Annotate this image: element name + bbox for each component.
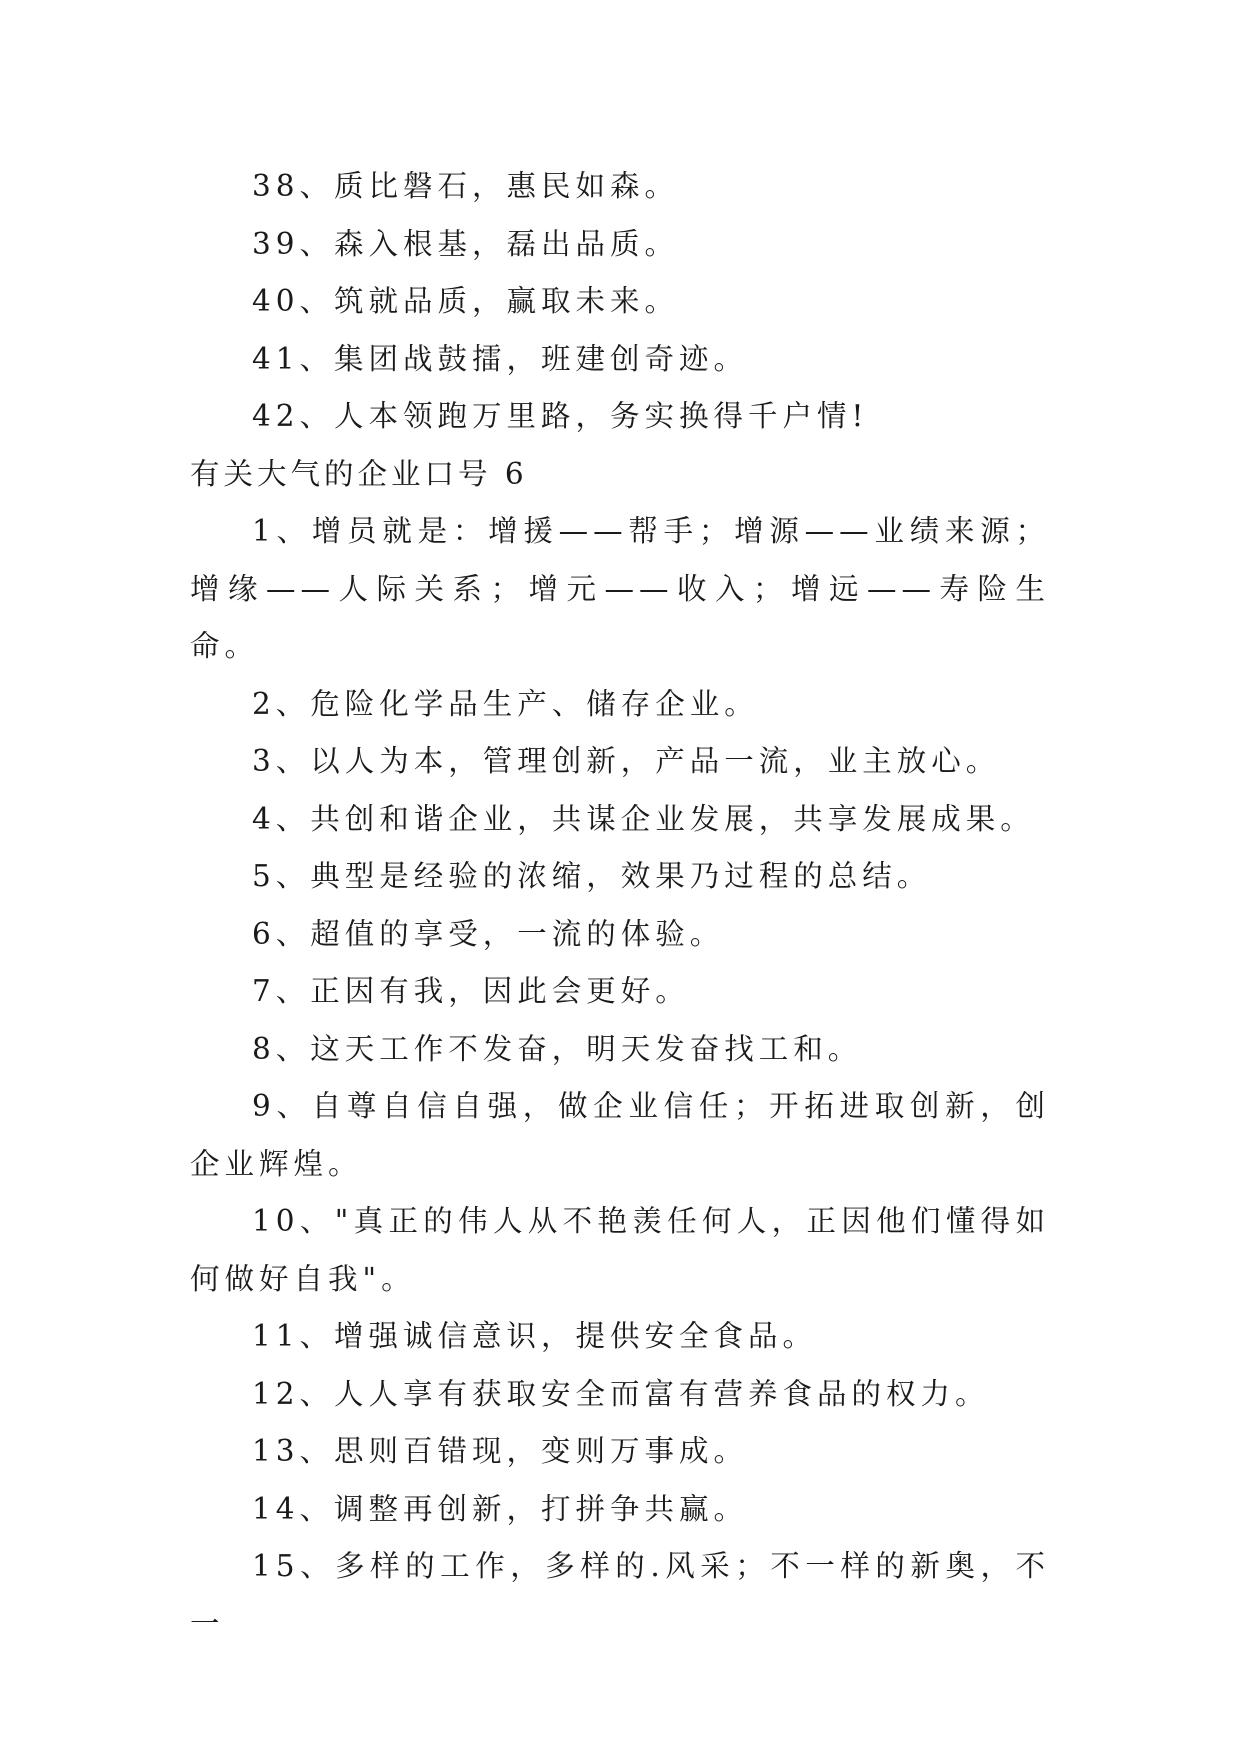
list-item: 15、多样的工作，多样的.风采；不一样的新奥，不一 bbox=[190, 1549, 1050, 1641]
document-body bbox=[190, 158, 1050, 1653]
list-item: 7、正因有我，因此会更好。 bbox=[252, 974, 690, 1008]
list-item: 10、"真正的伟人从不艳羡任何人，正因他们懂得如何做好自我"。 bbox=[190, 1204, 1050, 1296]
list-item: 38、质比磐石，惠民如森。 bbox=[252, 169, 680, 203]
list-item: 6、超值的享受，一流的体验。 bbox=[252, 916, 725, 951]
section-title: 有关大气的企业口号 6 bbox=[190, 456, 528, 491]
list-item: 4、共创和谐企业，共谋企业发展，共享发展成果。 bbox=[252, 801, 1035, 836]
list-item: 13、思则百错现，变则万事成。 bbox=[252, 1434, 749, 1468]
list-item: 41、集团战鼓擂，班建创奇迹。 bbox=[252, 341, 749, 376]
list-item: 39、森入根基，磊出品质。 bbox=[252, 226, 680, 261]
list-item: 40、筑就品质，赢取未来。 bbox=[252, 284, 680, 318]
list-item: 14、调整再创新，打拼争共赢。 bbox=[252, 1491, 749, 1526]
list-item: 42、人本领跑万里路，务实换得千户情! bbox=[252, 399, 869, 433]
list-item: 2、危险化学品生产、储存企业。 bbox=[252, 686, 759, 721]
list-item: 3、以人为本，管理创新，产品一流，业主放心。 bbox=[252, 744, 1001, 778]
list-item: 5、典型是经验的浓缩，效果乃过程的总结。 bbox=[252, 859, 932, 893]
list-item: 12、人人享有获取安全而富有营养食品的权力。 bbox=[252, 1376, 990, 1411]
list-item: 9、自尊自信自强，做企业信任；开拓进取创新，创企业辉煌。 bbox=[190, 1089, 1050, 1181]
list-item: 1、增员就是：增援——帮手；增源——业绩来源；增缘——人际关系；增元——收入；增远——寿险生命。 bbox=[190, 514, 1050, 663]
list-item: 8、这天工作不发奋，明天发奋找工和。 bbox=[252, 1031, 863, 1066]
list-item: 11、增强诚信意识，提供安全食品。 bbox=[252, 1319, 818, 1353]
